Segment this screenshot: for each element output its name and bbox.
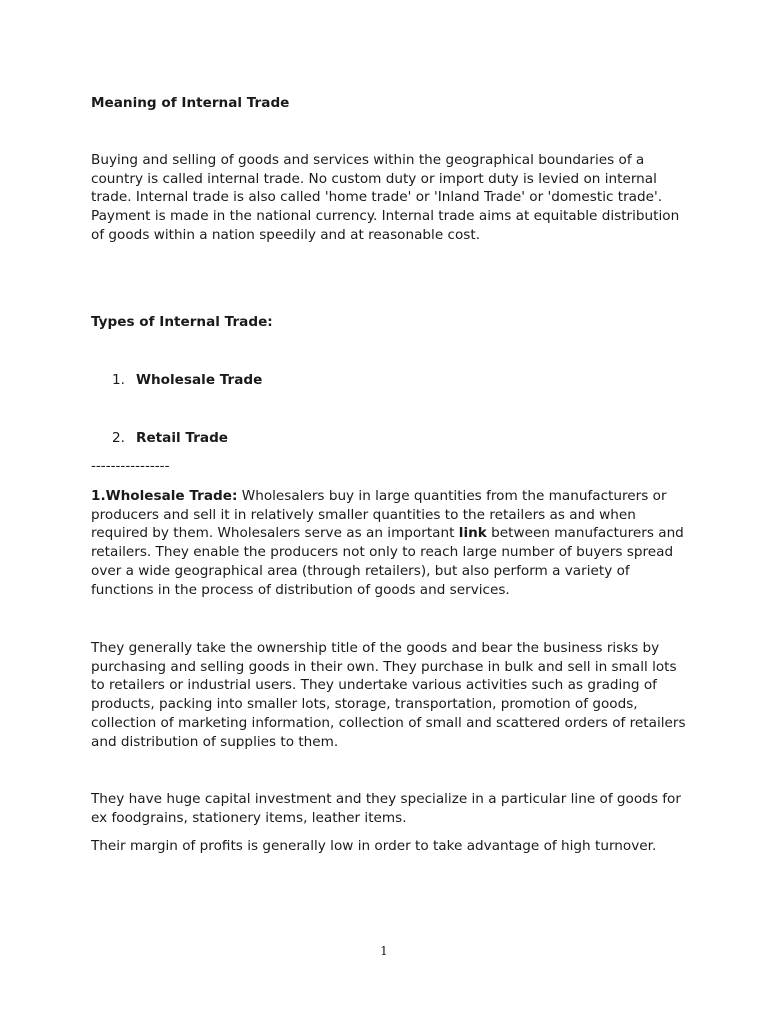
paragraph-capital-investment: They have huge capital investment and they specialize in a particular line of goods for ex foodgrains, stationery items, leather items.	[91, 791, 681, 826]
paragraph-meaning: Buying and selling of goods and services within the geographical boundaries of a country is called internal trade. No custom duty or import duty is levied on internal trade. Internal trade is also called 'home trade' or 'Inland Trade' or 'domestic trade'. Payment is made in the national currency. Internal trade aims at equitable distribution of goods within a nation speedily and at reasonable cost.	[91, 152, 680, 243]
wholesale-text-part1: Wholesalers buy in large quantities from the manufacturers or producers and sell it in relatively smaller quantities to the retailers as and when required by them. Wholesalers serve as an important	[91, 488, 667, 542]
list-item-wholesale-trade	[112, 371, 262, 390]
list-label: Retail Trade	[136, 430, 229, 446]
list-number: 2.	[112, 430, 125, 446]
separator-line: ----------------	[91, 458, 170, 474]
paragraph-wholesale-trade	[91, 487, 691, 599]
list-item-retail-trade	[112, 429, 228, 448]
heading-meaning-of-internal-trade: Meaning of Internal Trade	[91, 95, 290, 111]
page-number: 1	[380, 944, 388, 958]
paragraph-ownership: They generally take the ownership title of the goods and bear the business risks by purchasing and selling goods in their own. They purchase in bulk and sell in small lots to retailers or industrial users. They undertake various activities such as grading of products, packing into smaller lots, storage, transportation, promotion of goods, collection of marketing information, collection of small and scattered orders of retailers and distribution of supplies to them.	[91, 640, 686, 750]
link-word: link	[458, 525, 487, 542]
paragraph-margin-of-profits: Their margin of profits is generally low in order to take advantage of high turnover.	[91, 838, 657, 854]
list-number: 1.	[112, 372, 125, 388]
wholesale-text-part2: between manufacturers and retailers. They enable the producers not only to reach large number of buyers spread over a wide geographical area (through retailers), but also perform a variety of functions in the process of distribution of goods and services.	[91, 525, 684, 598]
heading-types-of-internal-trade: Types of Internal Trade:	[91, 314, 273, 330]
list-label: Wholesale Trade	[136, 372, 263, 388]
wholesale-lead: 1.Wholesale Trade:	[91, 488, 238, 504]
